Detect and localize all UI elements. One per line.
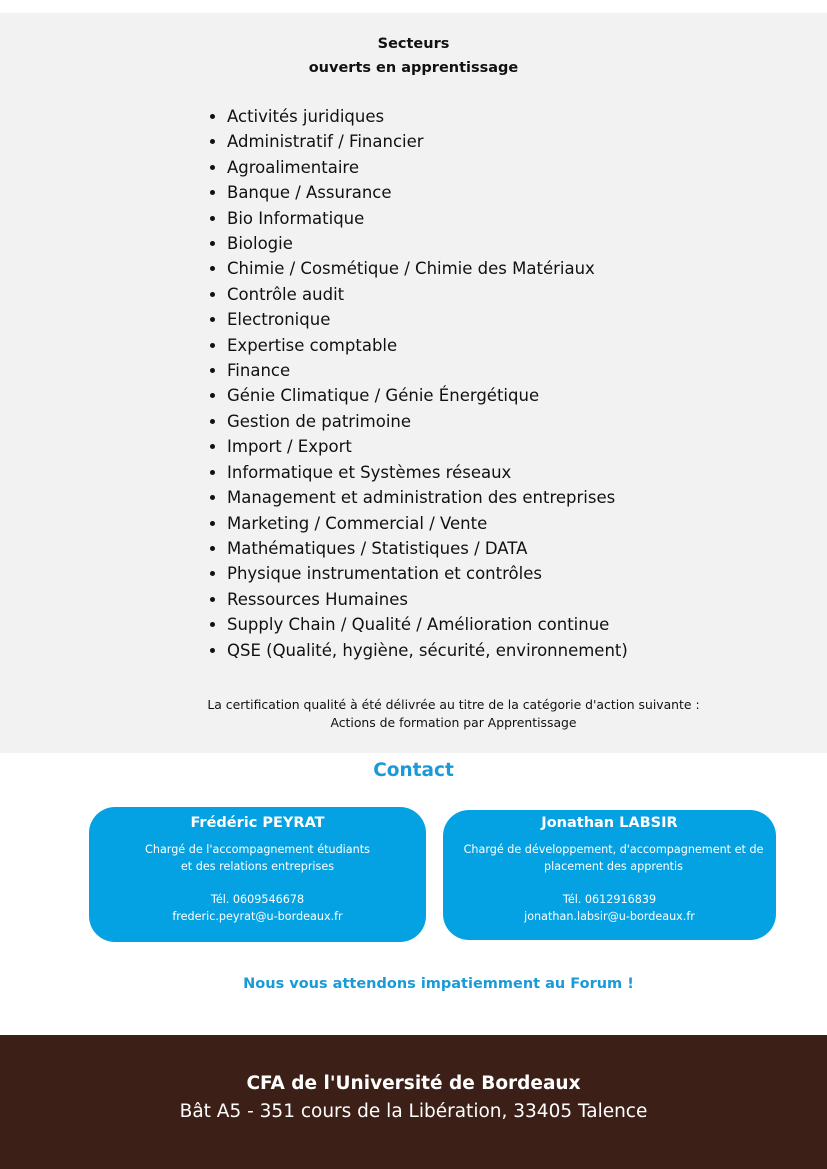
sector-list-item: • Administratif / Financier	[227, 129, 628, 154]
contact-card-labsir	[443, 810, 776, 940]
sector-list-item: • Biologie	[227, 231, 628, 256]
sector-list-item: • Ressources Humaines	[227, 587, 628, 612]
sector-list-item: • Mathématiques / Statistiques / DATA	[227, 536, 628, 561]
sector-list-item: • Activités juridiques	[227, 104, 628, 129]
sector-list-item: • Contrôle audit	[227, 282, 628, 307]
certification-text-line1: La certification qualité à été délivrée au titre de la catégorie d'action suivante :	[207, 697, 700, 712]
sectors-list	[205, 104, 628, 663]
sector-list-item: • Bio Informatique	[227, 206, 628, 231]
contact-card-peyrat	[89, 807, 426, 942]
certification-text-line2: Actions de formation par Apprentissage	[330, 715, 577, 730]
contact-title: Contact	[373, 760, 454, 781]
sector-list-item: • Management et administration des entreprises	[227, 485, 628, 510]
contact-role: Chargé de développement, d'accompagnement et de placement des apprentis	[463, 843, 764, 873]
contact-name: Jonathan LABSIR	[541, 815, 678, 831]
contact-phone: Tél. 0612916839	[562, 893, 657, 906]
footer-org-name: CFA de l'Université de Bordeaux	[246, 1073, 581, 1094]
sector-list-item: • Electronique	[227, 307, 628, 332]
sector-list-item: • Agroalimentaire	[227, 155, 628, 180]
sector-list-item: • Finance	[227, 358, 628, 383]
contact-phone: Tél. 0609546678	[210, 893, 305, 906]
sector-list-item: • Expertise comptable	[227, 333, 628, 358]
contact-role: Chargé de l'accompagnement étudiants et des relations entreprises	[145, 843, 370, 873]
sector-list-item: • Banque / Assurance	[227, 180, 628, 205]
footer-address: Bât A5 - 351 cours de la Libération, 33405 Talence	[179, 1101, 648, 1122]
sector-list-item: • QSE (Qualité, hygiène, sécurité, environnement)	[227, 638, 628, 663]
sector-list-item: • Supply Chain / Qualité / Amélioration continue	[227, 612, 628, 637]
footer	[0, 1035, 827, 1169]
sector-list-item: • Marketing / Commercial / Vente	[227, 511, 628, 536]
sector-list-item: • Physique instrumentation et contrôles	[227, 561, 628, 586]
sectors-title-line2: ouverts en apprentissage	[308, 60, 519, 76]
sector-list-item: • Import / Export	[227, 434, 628, 459]
sectors-title-line1: Secteurs	[377, 36, 450, 52]
contact-name: Frédéric PEYRAT	[190, 815, 325, 831]
sector-list-item: • Gestion de patrimoine	[227, 409, 628, 434]
sector-list-item: • Informatique et Systèmes réseaux	[227, 460, 628, 485]
sector-list-item: • Chimie / Cosmétique / Chimie des Matériaux	[227, 256, 628, 281]
forum-invitation: Nous vous attendons impatiemment au Forum !	[243, 976, 634, 992]
contact-email[interactable]: jonathan.labsir@u-bordeaux.fr	[524, 910, 695, 923]
contact-email[interactable]: frederic.peyrat@u-bordeaux.fr	[172, 910, 343, 923]
sector-list-item: • Génie Climatique / Génie Énergétique	[227, 383, 628, 408]
